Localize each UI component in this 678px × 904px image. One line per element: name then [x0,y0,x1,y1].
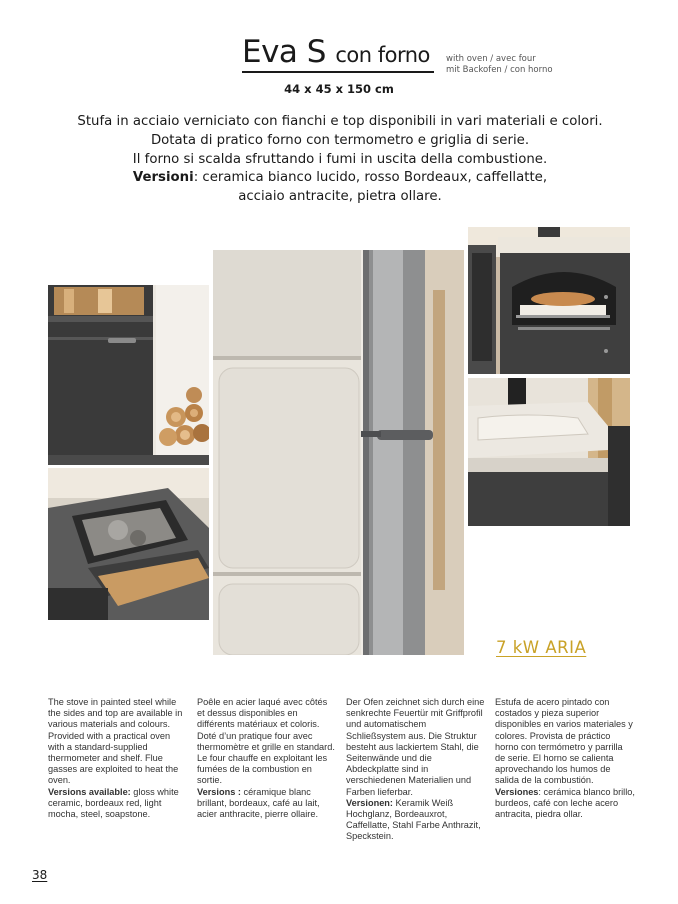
versions-line: : ceramica bianco lucido, rosso Bordeaux, caffellatte, [193,170,548,185]
photo-firebox-top-view [48,468,209,620]
column-body: The stove in painted steel while the sides and top are available in various materials and colours. Provided with a practical oven with a standard-supplied thermometer and shelf. Flue gasses are exploited to heat the oven. [48,697,183,786]
versions-text [60,168,620,206]
column-versions-label: Versions available: [48,786,131,797]
intro-line: Dotata di pratico forno con termometro e griglia di serie. [150,133,530,148]
photo-ceramic-top-flue [468,378,630,526]
column-versions-label: Versions : [197,786,241,797]
title-translation-de-es: mit Backofen / con horno [446,65,553,75]
title-suffix: con forno [335,43,430,67]
title-translation-en-fr: with oven / avec four [446,54,536,64]
title-main: Eva S [242,34,326,70]
intro-line: Il forno si scalda sfruttando i fumi in uscita della combustione. [132,152,548,167]
intro-line: Stufa in acciaio verniciato con fianchi e top disponibili in vari materiali e colori. [77,114,603,129]
title-underline [242,71,434,73]
text-column-french [197,697,337,820]
photo-stove-side-firewood [48,285,209,465]
versions-line: acciaio antracite, pietra ollare. [238,189,442,204]
title-translations [446,54,553,76]
photo-oven-with-dish [468,227,630,374]
product-title [242,34,430,73]
column-versions-text: : cerámica blanco brillo, burdeos, café con leche acero antracita, piedra ollar. [495,786,635,820]
column-versions-label: Versiones [495,786,539,797]
column-body: Der Ofen zeichnet sich durch eine senkrechte Feuertür mit Griffprofil und automatischem Schließsystem aus. Die Struktur besteht aus lackiertem Stahl, die Seitenwände und die Abdeckplatte sind in verschiedenen Materialien und Farben lieferbar. [346,697,485,797]
intro-text [60,112,620,169]
column-body: Estufa de acero pintado con costados y pieza superior disponibles en varios materiales y colores. Provista de práctico horno con termómetro y parrilla de serie. El horno se calienta aprovechando los humos de salida de la combustión. [495,697,633,786]
column-versions-text: céramique blanc brillant, bordeaux, café au lait, acier anthracite, pierre ollaire. [197,786,320,820]
page-number: 38 [32,868,48,882]
column-versions-text: gloss white ceramic, bordeaux red, light mocha, steel, soapstone. [48,786,179,820]
text-column-english [48,697,188,820]
column-versions-text: Keramik Weiß Hochglanz, Bordeauxrot, Caffellatte, Stahl Farbe Anthrazit, Speckstein. [346,797,481,842]
column-body: Poêle en acier laqué avec côtés et dessus disponibles en différents matériaux et coloris. Doté d’un pratique four avec thermomètre et grille en standard. Le four chauffe en exploitant les fumées de la combustion en sortie. [197,697,335,786]
photo-stove-front-closeup [213,250,464,655]
column-versions-label: Versionen: [346,797,393,808]
text-column-spanish [495,697,635,820]
text-column-german [346,697,486,843]
dimensions: 44 x 45 x 150 cm [284,82,394,96]
power-rating: 7 kW ARIA [496,638,587,657]
versions-label: Versioni [132,170,194,185]
